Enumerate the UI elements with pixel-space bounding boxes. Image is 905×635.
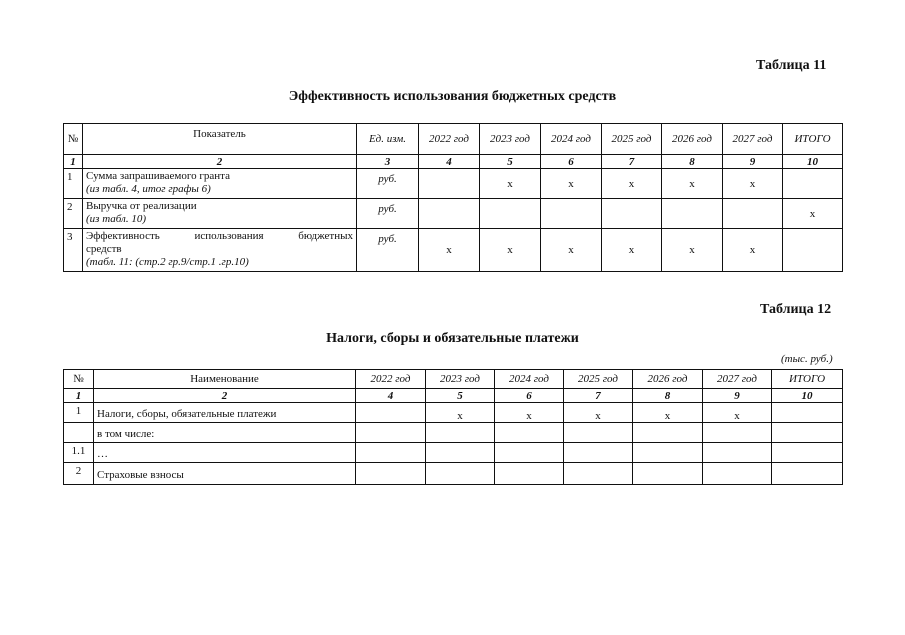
row-number xyxy=(64,423,94,443)
header-year-2025: 2025 год xyxy=(602,124,662,155)
value-cell xyxy=(564,463,633,485)
value-cell xyxy=(723,199,783,229)
value-cell xyxy=(356,423,426,443)
units-note: (тыс. руб.) xyxy=(781,353,833,365)
table12-label: Таблица 12 xyxy=(760,302,832,317)
item-name: … xyxy=(94,443,356,463)
header-num: № xyxy=(64,124,83,155)
index-cell: 8 xyxy=(662,155,723,169)
item-name: в том числе: xyxy=(94,423,356,443)
indicator-name-continued: средств xyxy=(86,243,122,255)
header-year-2022: 2022 год xyxy=(419,124,480,155)
indicator-cell xyxy=(83,229,357,272)
header-year-2027: 2027 год xyxy=(703,370,772,389)
table11 xyxy=(63,123,843,272)
index-cell: 1 xyxy=(64,155,83,169)
header-year-2026: 2026 год xyxy=(662,124,723,155)
header-total: ИТОГО xyxy=(783,124,843,155)
value-cell xyxy=(495,423,564,443)
unit-cell: руб. xyxy=(357,199,419,229)
value-cell xyxy=(772,423,843,443)
value-cell: х xyxy=(426,403,495,423)
index-cell: 1 xyxy=(64,389,94,403)
header-year-2027: 2027 год xyxy=(723,124,783,155)
index-cell: 9 xyxy=(723,155,783,169)
value-cell xyxy=(356,463,426,485)
table11-title: Эффективность использования бюджетных средств xyxy=(288,89,617,104)
unit-cell: руб. xyxy=(357,229,419,272)
unit-cell: руб. xyxy=(357,169,419,199)
table-row xyxy=(64,423,843,443)
value-cell: х xyxy=(419,229,480,272)
table12-header-row xyxy=(64,370,843,389)
row-number: 2 xyxy=(64,463,94,485)
value-cell xyxy=(703,463,772,485)
value-cell: х xyxy=(662,229,723,272)
table-row xyxy=(64,169,843,199)
header-year-2023: 2023 год xyxy=(426,370,495,389)
value-cell xyxy=(541,199,602,229)
value-cell: х xyxy=(541,169,602,199)
index-cell: 7 xyxy=(602,155,662,169)
header-total: ИТОГО xyxy=(772,370,843,389)
value-cell: х xyxy=(723,229,783,272)
value-cell xyxy=(495,463,564,485)
row-number: 3 xyxy=(64,229,83,272)
index-cell: 5 xyxy=(480,155,541,169)
value-cell xyxy=(356,443,426,463)
indicator-name: Выручка от реализации xyxy=(86,200,197,212)
table-row xyxy=(64,463,843,485)
value-cell xyxy=(772,443,843,463)
header-year-2024: 2024 год xyxy=(541,124,602,155)
index-cell: 4 xyxy=(419,155,480,169)
row-number: 1.1 xyxy=(64,443,94,463)
header-num: № xyxy=(64,370,94,389)
value-cell: х xyxy=(495,403,564,423)
index-cell: 8 xyxy=(633,389,703,403)
value-cell: х xyxy=(602,169,662,199)
index-cell: 6 xyxy=(495,389,564,403)
index-cell: 5 xyxy=(426,389,495,403)
value-cell xyxy=(480,199,541,229)
value-cell: х xyxy=(480,169,541,199)
value-cell xyxy=(419,199,480,229)
value-cell: х xyxy=(662,169,723,199)
value-cell xyxy=(633,443,703,463)
row-number: 1 xyxy=(64,403,94,423)
item-name: Страховые взносы xyxy=(94,463,356,485)
value-cell: х xyxy=(564,403,633,423)
row-number: 1 xyxy=(64,169,83,199)
header-unit: Ед. изм. xyxy=(357,124,419,155)
table11-index-row xyxy=(64,155,843,169)
index-cell: 6 xyxy=(541,155,602,169)
value-cell xyxy=(426,443,495,463)
value-cell xyxy=(772,463,843,485)
table-row xyxy=(64,229,843,272)
value-cell xyxy=(662,199,723,229)
value-cell xyxy=(772,403,843,423)
index-cell: 3 xyxy=(357,155,419,169)
table-row xyxy=(64,443,843,463)
value-cell: х xyxy=(703,403,772,423)
indicator-note: (из табл. 10) xyxy=(86,213,147,225)
value-cell: х xyxy=(602,229,662,272)
value-cell: х xyxy=(723,169,783,199)
index-cell: 10 xyxy=(772,389,843,403)
index-cell: 7 xyxy=(564,389,633,403)
table11-label: Таблица 11 xyxy=(756,58,827,73)
indicator-cell xyxy=(83,169,357,199)
row-number: 2 xyxy=(64,199,83,229)
value-cell xyxy=(419,169,480,199)
indicator-name: Сумма запрашиваемого гранта xyxy=(86,170,230,182)
table12-index-row xyxy=(64,389,843,403)
value-cell xyxy=(426,423,495,443)
value-cell xyxy=(602,199,662,229)
header-name: Наименование xyxy=(94,370,356,389)
value-cell xyxy=(495,443,564,463)
table12-title: Налоги, сборы и обязательные платежи xyxy=(326,331,579,346)
index-cell: 10 xyxy=(783,155,843,169)
value-cell xyxy=(703,443,772,463)
item-name: Налоги, сборы, обязательные платежи xyxy=(94,403,356,423)
index-cell: 4 xyxy=(356,389,426,403)
index-cell: 9 xyxy=(703,389,772,403)
table-row xyxy=(64,199,843,229)
value-cell: х xyxy=(783,199,843,229)
indicator-note: (из табл. 4, итог графы 6) xyxy=(86,183,211,195)
header-year-2024: 2024 год xyxy=(495,370,564,389)
value-cell xyxy=(356,403,426,423)
table12 xyxy=(63,369,843,485)
header-year-2023: 2023 год xyxy=(480,124,541,155)
value-cell xyxy=(633,423,703,443)
index-cell: 2 xyxy=(94,389,356,403)
value-cell xyxy=(703,423,772,443)
indicator-note: (табл. 11: (стр.2 гр.9/стр.1 .гр.10) xyxy=(86,256,249,268)
header-year-2022: 2022 год xyxy=(356,370,426,389)
header-year-2026: 2026 год xyxy=(633,370,703,389)
value-cell xyxy=(426,463,495,485)
header-year-2025: 2025 год xyxy=(564,370,633,389)
table11-header-row xyxy=(64,124,843,155)
index-cell: 2 xyxy=(83,155,357,169)
value-cell xyxy=(564,443,633,463)
value-cell: х xyxy=(633,403,703,423)
header-indicator: Показатель xyxy=(83,124,357,155)
value-cell xyxy=(783,229,843,272)
indicator-cell xyxy=(83,199,357,229)
value-cell xyxy=(633,463,703,485)
value-cell xyxy=(564,423,633,443)
indicator-name: Эффективность использования бюджетных xyxy=(86,230,353,242)
value-cell: х xyxy=(541,229,602,272)
table-row xyxy=(64,403,843,423)
value-cell: х xyxy=(480,229,541,272)
value-cell xyxy=(783,169,843,199)
